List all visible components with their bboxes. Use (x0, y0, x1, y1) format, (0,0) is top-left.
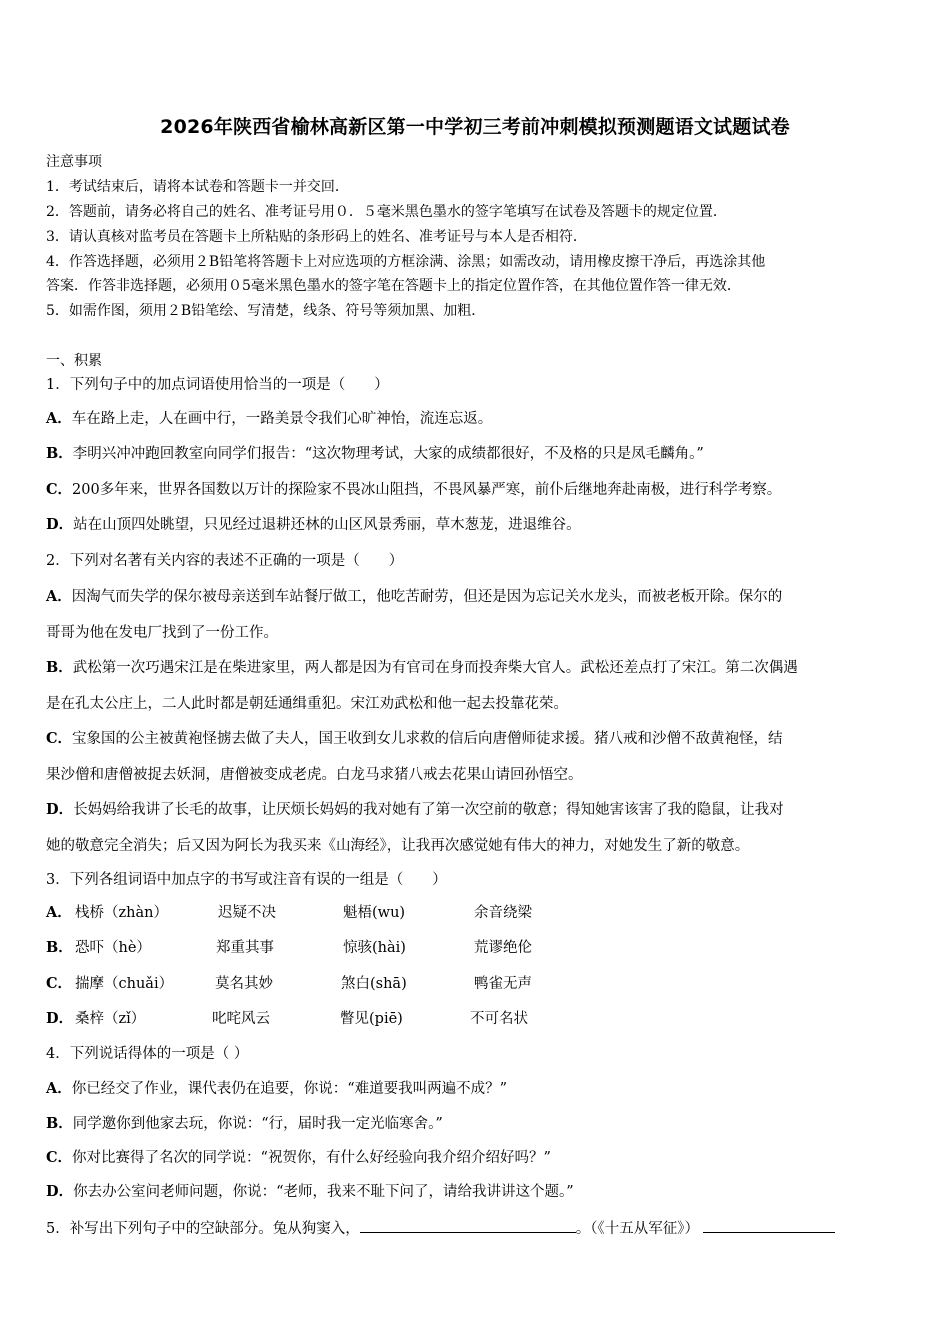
q4-option-c (46, 1148, 551, 1168)
notice-item: 5．如需作图，须用２B铅笔绘、写清楚，线条、符号等须加黑、加粗． (46, 303, 486, 319)
option-label: D． (46, 516, 74, 533)
q2-option-d-cont: 她的敬意完全消失；后又因为阿长为我买来《山海经》，让我再次感觉她有伟大的神力，对她发生了新的敬意。 (46, 838, 750, 854)
q1-option-d (46, 515, 581, 535)
q3-row-label: D． (46, 1010, 74, 1027)
q3-row-label: B． (46, 939, 73, 956)
notice-item: 2．答题前，请务必将自己的姓名、准考证号用０．５毫米黑色墨水的签字笔填写在试卷及答题卡的规定位置． (46, 204, 727, 220)
option-text: 宝象国的公主被黄袍怪掳去做了夫人，国王收到女儿求救的信后向唐僧师徒求援。猪八戒和沙僧不敌黄袍怪，结 (72, 731, 783, 747)
option-text: 长妈妈给我讲了长毛的故事，让厌烦长妈妈的我对她有了第一次空前的敬意；得知她害该害了我的隐鼠，让我对 (73, 802, 784, 818)
q3-cell: 揣摩（chuǎi） (75, 976, 174, 992)
question-stem-2: 2．下列对名著有关内容的表述不正确的一项是（ ） (46, 553, 404, 569)
question-stem-4: 4．下列说话得体的一项是（ ） (46, 1046, 249, 1062)
q4-option-a (46, 1079, 507, 1099)
q4-option-d (46, 1182, 574, 1202)
option-text: 武松第一次巧遇宋江是在柴进家里，两人都是因为有官司在身而投奔柴大官人。武松还差点打了宋江。第二次偶遇 (72, 660, 798, 676)
option-label: C． (46, 481, 73, 498)
answer-blank-1[interactable] (360, 1216, 576, 1233)
q3-row-label: C． (46, 975, 73, 992)
q3-cell: 惊骇(hài) (343, 940, 406, 956)
option-label: A． (46, 588, 72, 605)
q1-option-b (46, 444, 704, 464)
option-label: C． (46, 730, 73, 747)
q3-cell: 莫名其妙 (215, 976, 273, 992)
q3-cell: 魁梧(wu) (343, 905, 406, 921)
q3-cell: 荒谬绝伦 (474, 940, 532, 956)
q3-cell: 煞白(shā) (341, 976, 407, 992)
q2-option-b-cont: 是在孔太公庄上，二人此时都是朝廷通缉重犯。宋江劝武松和他一起去投靠花荣。 (46, 696, 568, 712)
q3-cell: 余音绕梁 (474, 905, 532, 921)
q1-option-a (46, 409, 492, 429)
notice-item: 4．作答选择题，必须用２B铅笔将答题卡上对应选项的方框涂满、涂黑；如需改动，请用橡皮擦干净后，再选涂其他 (46, 254, 766, 270)
option-text: 同学邀你到他家去玩，你说：“行，届时我一定光临寒舍。” (72, 1116, 443, 1132)
option-text: 车在路上走，人在画中行，一路美景令我们心旷神怡，流连忘返。 (71, 411, 493, 427)
page-title: 2026年陕西省榆林高新区第一中学初三考前冲刺模拟预测题语文试题试卷 (160, 116, 790, 138)
option-label: B． (46, 1115, 73, 1132)
option-text: 200多年来，世界各国数以万计的探险家不畏冰山阻挡，不畏风暴严寒，前仆后继地奔赴南极，进行科学考察。 (72, 482, 782, 498)
q2-option-c (46, 729, 783, 749)
q3-cell: 不可名状 (470, 1011, 528, 1027)
option-text: 你去办公室问老师问题，你说：“老师，我来不耻下问了，请给我讲讲这个题。” (73, 1184, 574, 1200)
option-label: B． (46, 445, 73, 462)
option-label: D． (46, 801, 74, 818)
q5-source: 。（《十五从军征》） (575, 1221, 699, 1237)
notice-item: 答案．作答非选择题，必须用０5毫米黑色墨水的签字笔在答题卡上的指定位置作答，在其他位置作答一律无效． (46, 278, 741, 294)
question-stem-5 (46, 1216, 835, 1239)
option-text: 你对比赛得了名次的同学说：“祝贺你，有什么好经验向我介绍介绍好吗？” (72, 1150, 551, 1166)
q2-option-d (46, 800, 784, 820)
q5-stem-text: 5．补写出下列句子中的空缺部分。兔从狗窦入， (46, 1221, 360, 1237)
q2-option-a-cont: 哥哥为他在发电厂找到了一份工作。 (46, 625, 278, 641)
option-text: 站在山顶四处眺望，只见经过退耕还林的山区风景秀丽，草木葱茏，进退维谷。 (73, 517, 581, 533)
option-text: 因淘气而失学的保尔被母亲送到车站餐厅做工，他吃苦耐劳，但还是因为忘记关水龙头，而被老板开除。保尔的 (71, 589, 783, 605)
question-stem-1: 1．下列句子中的加点词语使用恰当的一项是（ ） (46, 377, 389, 393)
option-label: B． (46, 659, 73, 676)
q2-option-a (46, 587, 782, 607)
option-text: 李明兴冲冲跑回教室向同学们报告：“这次物理考试，大家的成绩都很好，不及格的只是凤毛麟角。” (72, 446, 704, 462)
q3-cell: 郑重其事 (216, 940, 274, 956)
answer-blank-2[interactable] (703, 1216, 835, 1233)
q3-cell: 恐吓（hè） (75, 940, 151, 956)
option-text: 你已经交了作业，课代表仍在追要，你说：“难道要我叫两遍不成？” (71, 1081, 508, 1097)
section-heading: 一、积累 (46, 353, 102, 369)
q4-option-b (46, 1114, 443, 1134)
q3-cell: 鸭雀无声 (474, 976, 532, 992)
option-label: A． (46, 1080, 72, 1097)
q1-option-c (46, 480, 781, 500)
notice-item: 1．考试结束后，请将本试卷和答题卡一并交回． (46, 179, 349, 195)
q3-cell: 瞥见(piē) (340, 1011, 403, 1027)
q2-option-b (46, 658, 798, 678)
q2-option-c-cont: 果沙僧和唐僧被捉去妖洞，唐僧被变成老虎。白龙马求猪八戒去花果山请回孙悟空。 (46, 767, 583, 783)
q3-cell: 栈桥（zhàn） (75, 905, 168, 921)
notice-item: 3．请认真核对监考员在答题卡上所粘贴的条形码上的姓名、准考证号与本人是否相符． (46, 229, 587, 245)
option-label: C． (46, 1149, 73, 1166)
option-label: A． (46, 410, 72, 427)
q3-cell: 迟疑不决 (218, 905, 276, 921)
notice-heading: 注意事项 (46, 154, 102, 170)
option-label: D． (46, 1183, 74, 1200)
q3-cell: 桑梓（zǐ） (75, 1011, 146, 1027)
question-stem-3: 3．下列各组词语中加点字的书写或注音有误的一组是（ ） (46, 872, 447, 888)
q3-cell: 叱咤风云 (212, 1011, 270, 1027)
q3-row-label: A． (46, 904, 72, 921)
